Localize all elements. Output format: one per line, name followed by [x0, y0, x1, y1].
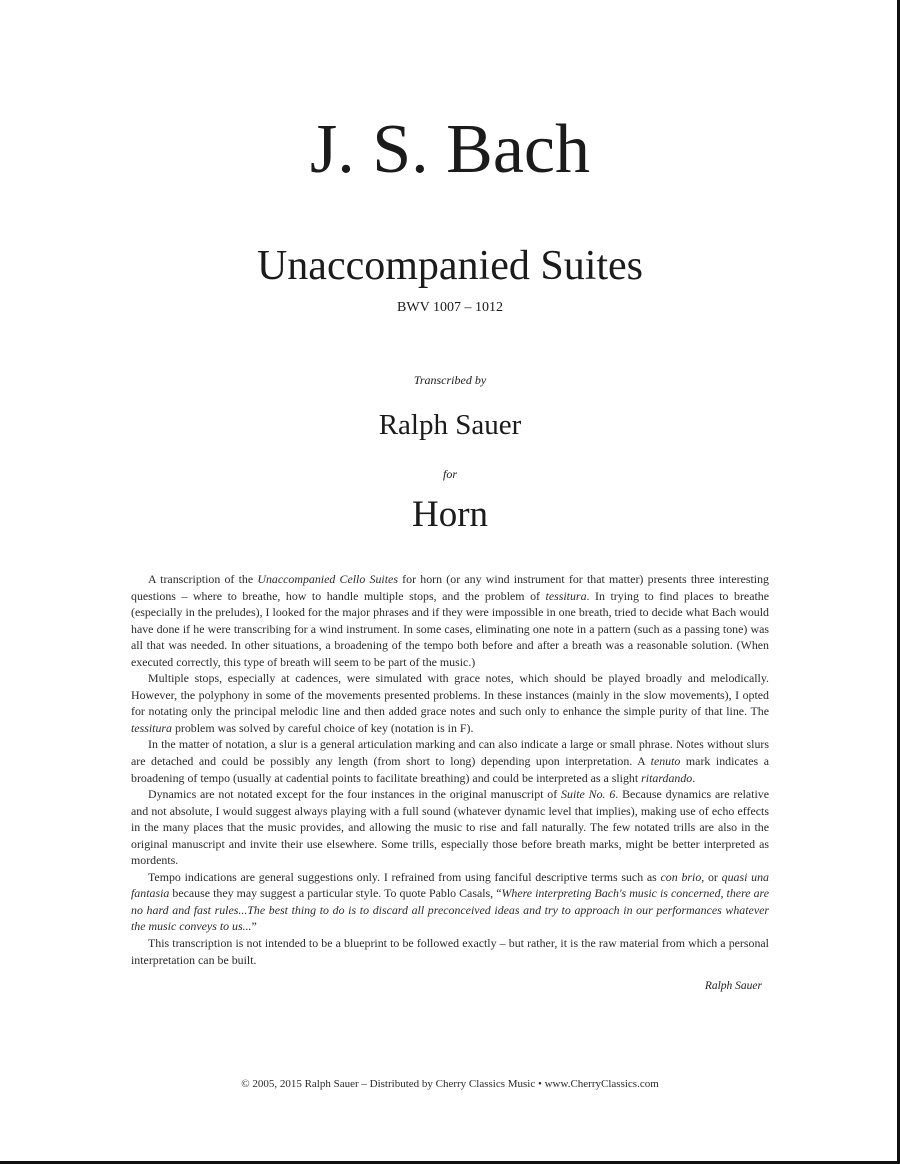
transcribed-by-label: Transcribed by [413, 373, 487, 387]
notes-text: problem was solved by careful choice of key (notation is in F). [171, 720, 474, 735]
arranger-name: Ralph Sauer [378, 409, 522, 441]
notes-paragraph [131, 571, 769, 670]
notes-italic-text: Suite No. 6 [561, 787, 616, 802]
notes-text: Tempo indications are general suggestions only. I refrained from using fanciful descriptive terms such as [148, 869, 661, 884]
signature: Ralph Sauer [704, 980, 762, 992]
notes-text: Multiple stops, especially at cadences, were simulated with grace notes, which should be played broadly and melodically. However, the polyphony in some of the movements presented problems. In these instances (mainly in the slow movements), I opted for notating only the principal melodic line and then added grace notes and such only to enhance the simple purity of that line. The [131, 671, 769, 719]
notes-text: ” [251, 919, 257, 934]
notes-text: mark indicates a broadening of tempo (usually at cadential points to facilitate breathing) and could be interpreted as a slight [131, 754, 769, 785]
notes-text: for horn (or any wind instrument for that matter) presents three interesting questions – where to breathe, how to handle multiple stops, and the problem of [131, 572, 769, 603]
notes-paragraph [131, 736, 769, 786]
notes-italic-text: Unaccompanied Cello Suites [257, 572, 398, 586]
work-title: Unaccompanied Suites [256, 243, 644, 289]
notes-italic-text: tenuto [650, 754, 681, 769]
notes-text: because they may suggest a particular style. To quote Pablo Casals, “ [169, 886, 502, 901]
transcription-notes [131, 571, 769, 968]
notes-text: . [692, 770, 696, 785]
composer-name: J. S. Bach [310, 111, 590, 188]
catalog-numbers: BWV 1007 – 1012 [397, 300, 503, 315]
casals-quote: Where interpreting Bach's music is concerned, there are no hard and fast rules...The best thing to do is to discard all preconceived ideas and try to approach in our performances whatever the music conveys to us... [131, 886, 769, 934]
notes-italic-text: ritardando [641, 770, 693, 785]
notes-italic-text: con brio [660, 869, 702, 884]
notes-italic-text: tessitura [131, 720, 172, 735]
for-label: for [442, 467, 457, 481]
notes-italic-text: tessitura [545, 588, 587, 603]
notes-paragraph [131, 935, 769, 968]
notes-paragraph [131, 869, 769, 935]
notes-text: , or [701, 869, 722, 884]
notes-text: In the matter of notation, a slur is a general articulation marking and can also indicate a large or small phrase. Notes without slurs are detached and could be possibly any length (from short to long) depending upon interpretation. A [131, 737, 769, 769]
notes-italic-text: quasi una fantasia [131, 869, 769, 901]
copyright-footer: © 2005, 2015 Ralph Sauer – Distributed by Cherry Classics Music • www.CherryClassics.com [241, 1078, 659, 1090]
notes-paragraph [131, 786, 769, 869]
instrument-name: Horn [411, 494, 489, 535]
notes-text: . Because dynamics are relative and not absolute, I would suggest always playing with a full sound (whatever dynamic level that implies), making use of echo effects in the many places that the music provides, and allowing the music to rise and fall naturally. The few notated trills are also in the original manuscript and invite their use elsewhere. Some trills, especially those before breath marks, might be better interpreted as mordents. [131, 787, 770, 868]
notes-text: This transcription is not intended to be a blueprint to be followed exactly – but rather, it is the raw material from which a personal interpretation can be built. [131, 936, 769, 967]
notes-text: . In trying to find places to breathe (especially in the preludes), I looked for the major phrases and if they were impossible in one breath, tried to decide what Bach would have done if he were transcribing for a wind instrument. In some cases, eliminating one note in a pattern (such as a passing tone) was all that was needed. In other situations, a broadening of the tempo both before and after a breath was a reasonable solution. (When executed correctly, this type of breath will seem to be part of the music.) [131, 588, 769, 669]
notes-text: A transcription of the [148, 572, 258, 586]
notes-paragraph [131, 670, 769, 736]
notes-text: Dynamics are not notated except for the four instances in the original manuscript of [148, 787, 562, 802]
